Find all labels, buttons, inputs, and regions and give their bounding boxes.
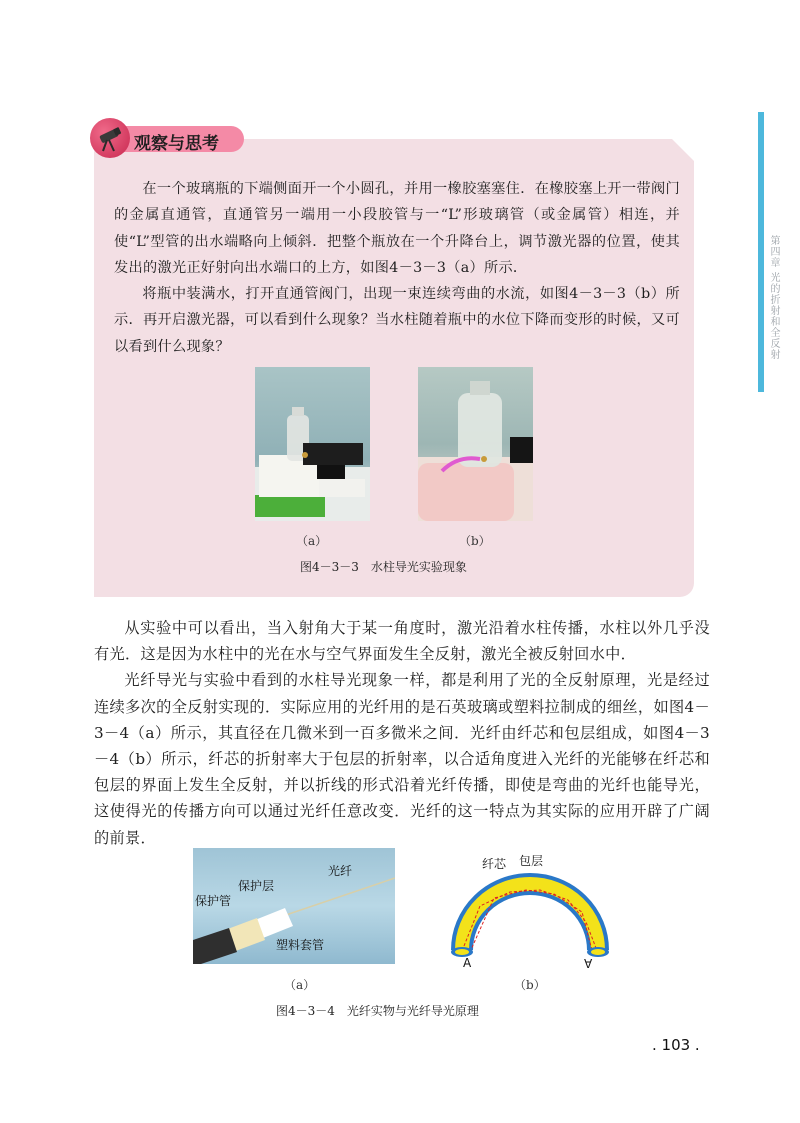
observe-title: 观察与思考 [134, 134, 219, 154]
page-number: . 103 . [652, 1036, 700, 1054]
body-paragraph: 从实验中可以看出，当入射角大于某一角度时，激光沿着水柱传播，水柱以外几乎没有光．这是因为水柱中的光在水与空气界面发生全反射，激光全被反射回水中． [94, 619, 710, 664]
panel-corner-fold [672, 139, 694, 161]
protect-tube-label: 保护管 [195, 894, 232, 908]
observe-text [114, 176, 680, 360]
end-a-label: A [463, 956, 472, 970]
body-paragraph: 光纤导光与实验中看到的水柱导光现象一样，都是利用了光的全反射原理，光是经过连续多次的全反射实现的．实际应用的光纤用的是石英玻璃或塑料拉制成的细丝，如图4－3－4（a）所示，其直径在几微米到一百多微米之间．光纤由纤芯和包层组成，如图4－3－4（b）所示，纤芯的折射率大于包层的折射率，以合适角度进入光纤的光能够在纤芯和包层的界面上发生全反射，并以折线的形式沿着光纤传播，即使是弯曲的光纤也能导光，这使得光的传播方向可以通过光纤任意改变．光纤的这一特点为其实际的应用开辟了广阔的前景． [94, 671, 710, 847]
figure-433-label-b: （b） [459, 534, 491, 548]
figure-433-caption: 图4－3－3 水柱导光实验现象 [300, 560, 467, 574]
chapter-side-tab [758, 112, 764, 392]
figure-434-caption: 图4－3－4 光纤实物与光纤导光原理 [276, 1004, 479, 1018]
observe-paragraph: 在一个玻璃瓶的下端侧面开一个小圆孔，并用一橡胶塞塞住．在橡胶塞上开一带阀门的金属直通管，直通管另一端用一小段胶管与一“L”形玻璃管（或金属管）相连，并使“L”型管的出水端略向上倾斜．把整个瓶放在一个升降台上，调节激光器的位置，使其发出的激光正好射向出水端口的上方，如图4－3－3（a）所示． [114, 181, 680, 276]
figure-434-label-b: （b） [514, 978, 546, 992]
observe-paragraph: 将瓶中装满水，打开直通管阀门，出现一束连续弯曲的水流，如图4－3－3（b）所示．再开启激光器，可以看到什么现象？当水柱随着瓶中的水位下降而变形的时候，又可以看到什么现象？ [114, 286, 680, 355]
core-label: 纤芯 [482, 857, 507, 871]
end-a-flipped-label: A [584, 956, 593, 970]
observe-header [90, 118, 260, 160]
plastic-sleeve-label: 塑料套管 [276, 938, 325, 952]
cladding-label: 包层 [519, 854, 544, 868]
body-text [94, 615, 710, 851]
protect-layer-label: 保护层 [238, 879, 275, 893]
photo-b-laser-water-column [418, 367, 533, 521]
telescope-icon [90, 118, 130, 158]
chapter-side-label: 第四章 光的折射和全反射 [768, 235, 779, 361]
photo-a-water-column-setup [255, 367, 370, 521]
fiber-label: 光纤 [328, 864, 353, 878]
figure-434-label-a: （a） [284, 978, 316, 992]
figure-433-label-a: （a） [296, 534, 328, 548]
